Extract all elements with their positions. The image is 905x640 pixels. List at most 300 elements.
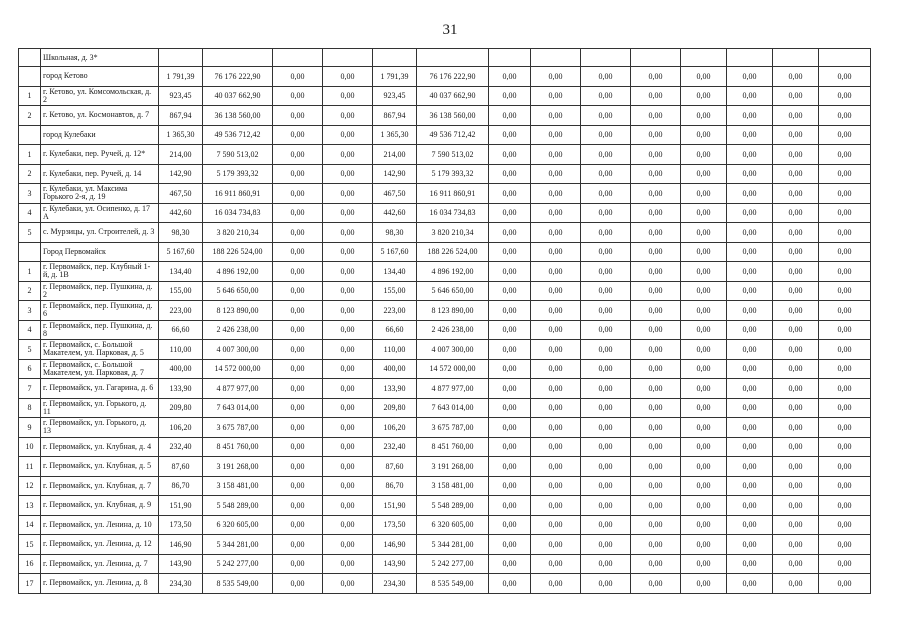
value-cell: 0,00 <box>489 379 531 399</box>
table-row <box>19 242 871 262</box>
value-cell: 0,00 <box>681 203 727 223</box>
row-number-cell: 10 <box>19 437 41 457</box>
value-cell: 98,30 <box>159 223 203 243</box>
value-cell: 0,00 <box>773 379 819 399</box>
value-cell: 0,00 <box>631 242 681 262</box>
row-number-cell: 2 <box>19 164 41 184</box>
value-cell: 0,00 <box>531 67 581 87</box>
value-cell: 0,00 <box>819 67 871 87</box>
row-number-cell: 11 <box>19 457 41 477</box>
value-cell: 8 123 890,00 <box>203 301 273 321</box>
value-cell: 214,00 <box>373 145 417 165</box>
value-cell: 0,00 <box>681 418 727 438</box>
value-cell: 0,00 <box>631 418 681 438</box>
value-cell: 0,00 <box>323 242 373 262</box>
value-cell: 36 138 560,00 <box>417 106 489 126</box>
value-cell: 0,00 <box>531 554 581 574</box>
address-cell: г. Первомайск, ул. Клубная, д. 9 <box>41 496 159 516</box>
table-row <box>19 320 871 340</box>
value-cell: 0,00 <box>631 437 681 457</box>
value-cell: 133,90 <box>373 379 417 399</box>
address-cell: г. Первомайск, ул. Клубная, д. 5 <box>41 457 159 477</box>
value-cell: 66,60 <box>159 320 203 340</box>
value-cell: 0,00 <box>323 184 373 204</box>
value-cell: 0,00 <box>819 418 871 438</box>
value-cell: 0,00 <box>631 398 681 418</box>
address-cell: г. Первомайск, ул. Ленина, д. 8 <box>41 574 159 594</box>
value-cell: 0,00 <box>773 106 819 126</box>
value-cell: 0,00 <box>531 301 581 321</box>
value-cell: 0,00 <box>581 320 631 340</box>
value-cell: 0,00 <box>581 67 631 87</box>
value-cell: 5 179 393,32 <box>417 164 489 184</box>
value-cell: 0,00 <box>631 67 681 87</box>
value-cell: 0,00 <box>581 496 631 516</box>
value-cell: 87,60 <box>373 457 417 477</box>
value-cell: 0,00 <box>819 262 871 282</box>
value-cell: 151,90 <box>373 496 417 516</box>
value-cell: 0,00 <box>273 574 323 594</box>
value-cell: 0,00 <box>323 535 373 555</box>
value-cell: 0,00 <box>581 281 631 301</box>
value-cell: 0,00 <box>819 242 871 262</box>
value-cell: 232,40 <box>159 437 203 457</box>
value-cell: 0,00 <box>273 145 323 165</box>
value-cell: 0,00 <box>773 320 819 340</box>
value-cell: 0,00 <box>273 301 323 321</box>
address-cell: г. Первомайск, ул. Клубная, д. 4 <box>41 437 159 457</box>
value-cell: 0,00 <box>581 418 631 438</box>
value-cell: 5 242 277,00 <box>417 554 489 574</box>
value-cell: 0,00 <box>681 125 727 145</box>
table-row <box>19 340 871 360</box>
value-cell: 7 643 014,00 <box>203 398 273 418</box>
value-cell: 0,00 <box>727 535 773 555</box>
value-cell: 0,00 <box>681 574 727 594</box>
value-cell: 0,00 <box>581 184 631 204</box>
table-row <box>19 281 871 301</box>
value-cell: 1 791,39 <box>373 67 417 87</box>
value-cell: 0,00 <box>727 457 773 477</box>
table-row <box>19 49 871 67</box>
value-cell: 155,00 <box>373 281 417 301</box>
value-cell: 0,00 <box>681 457 727 477</box>
table-row <box>19 398 871 418</box>
address-cell: г. Первомайск, пер. Пушкина, д. 2 <box>41 281 159 301</box>
value-cell: 0,00 <box>581 340 631 360</box>
value-cell: 0,00 <box>773 281 819 301</box>
value-cell: 0,00 <box>323 359 373 379</box>
value-cell: 0,00 <box>489 476 531 496</box>
value-cell: 0,00 <box>727 301 773 321</box>
value-cell: 923,45 <box>373 86 417 106</box>
value-cell: 0,00 <box>273 379 323 399</box>
row-number-cell: 1 <box>19 145 41 165</box>
table-row <box>19 476 871 496</box>
value-cell: 0,00 <box>773 398 819 418</box>
value-cell: 0,00 <box>773 457 819 477</box>
value-cell: 0,00 <box>727 554 773 574</box>
value-cell: 0,00 <box>727 106 773 126</box>
value-cell: 0,00 <box>489 223 531 243</box>
address-cell: Школьная, д. 3* <box>41 49 159 67</box>
row-number-cell: 12 <box>19 476 41 496</box>
value-cell <box>581 49 631 67</box>
value-cell: 0,00 <box>581 203 631 223</box>
row-number-cell: 2 <box>19 281 41 301</box>
value-cell: 0,00 <box>581 359 631 379</box>
value-cell: 3 675 787,00 <box>203 418 273 438</box>
table-row <box>19 554 871 574</box>
value-cell: 0,00 <box>581 476 631 496</box>
value-cell: 0,00 <box>581 145 631 165</box>
value-cell: 14 572 000,00 <box>417 359 489 379</box>
value-cell: 4 896 192,00 <box>203 262 273 282</box>
value-cell: 2 426 238,00 <box>203 320 273 340</box>
value-cell: 400,00 <box>373 359 417 379</box>
value-cell: 0,00 <box>273 281 323 301</box>
value-cell: 0,00 <box>727 242 773 262</box>
value-cell: 0,00 <box>681 476 727 496</box>
address-cell: г. Первомайск, с. Большой Макателем, ул. Парковая, д. 5 <box>41 340 159 360</box>
value-cell: 0,00 <box>273 125 323 145</box>
value-cell: 0,00 <box>819 515 871 535</box>
address-cell: г. Первомайск, ул. Гагарина, д. 6 <box>41 379 159 399</box>
value-cell: 0,00 <box>727 359 773 379</box>
value-cell: 0,00 <box>531 242 581 262</box>
value-cell <box>531 49 581 67</box>
value-cell: 0,00 <box>727 379 773 399</box>
value-cell: 0,00 <box>489 496 531 516</box>
row-number-cell: 3 <box>19 184 41 204</box>
value-cell: 0,00 <box>489 301 531 321</box>
value-cell <box>373 49 417 67</box>
value-cell: 151,90 <box>159 496 203 516</box>
value-cell: 4 877 977,00 <box>203 379 273 399</box>
value-cell: 0,00 <box>681 515 727 535</box>
row-number-cell <box>19 125 41 145</box>
row-number-cell: 4 <box>19 203 41 223</box>
value-cell: 146,90 <box>373 535 417 555</box>
value-cell: 0,00 <box>531 164 581 184</box>
value-cell: 0,00 <box>819 379 871 399</box>
value-cell: 3 158 481,00 <box>417 476 489 496</box>
value-cell: 0,00 <box>681 379 727 399</box>
value-cell: 0,00 <box>819 457 871 477</box>
value-cell: 0,00 <box>531 457 581 477</box>
value-cell: 0,00 <box>323 125 373 145</box>
value-cell: 0,00 <box>681 359 727 379</box>
row-number-cell: 2 <box>19 106 41 126</box>
value-cell: 0,00 <box>727 398 773 418</box>
value-cell: 867,94 <box>159 106 203 126</box>
value-cell: 0,00 <box>489 418 531 438</box>
value-cell: 0,00 <box>531 86 581 106</box>
address-cell: город Кулебаки <box>41 125 159 145</box>
value-cell: 173,50 <box>159 515 203 535</box>
value-cell: 0,00 <box>681 184 727 204</box>
value-cell: 0,00 <box>773 437 819 457</box>
value-cell: 0,00 <box>489 203 531 223</box>
value-cell: 0,00 <box>581 398 631 418</box>
value-cell: 106,20 <box>159 418 203 438</box>
value-cell: 0,00 <box>631 184 681 204</box>
value-cell: 0,00 <box>681 164 727 184</box>
value-cell: 0,00 <box>323 86 373 106</box>
value-cell: 0,00 <box>631 125 681 145</box>
row-number-cell <box>19 49 41 67</box>
value-cell: 0,00 <box>819 203 871 223</box>
address-cell: г. Кетово, ул. Комсомольская, д. 2 <box>41 86 159 106</box>
value-cell: 0,00 <box>273 184 323 204</box>
value-cell: 8 535 549,00 <box>203 574 273 594</box>
table-row <box>19 496 871 516</box>
value-cell: 87,60 <box>159 457 203 477</box>
row-number-cell: 5 <box>19 223 41 243</box>
value-cell: 0,00 <box>727 476 773 496</box>
value-cell: 0,00 <box>489 106 531 126</box>
value-cell: 0,00 <box>531 223 581 243</box>
value-cell: 0,00 <box>323 301 373 321</box>
value-cell: 0,00 <box>489 242 531 262</box>
value-cell: 0,00 <box>581 242 631 262</box>
value-cell: 0,00 <box>819 398 871 418</box>
row-number-cell: 3 <box>19 301 41 321</box>
value-cell: 1 365,30 <box>159 125 203 145</box>
value-cell: 0,00 <box>489 554 531 574</box>
value-cell: 0,00 <box>727 203 773 223</box>
value-cell: 0,00 <box>773 476 819 496</box>
address-cell: г. Первомайск, ул. Ленина, д. 12 <box>41 535 159 555</box>
row-number-cell: 13 <box>19 496 41 516</box>
address-cell: г. Первомайск, пер. Клубный 1-й, д. 1В <box>41 262 159 282</box>
value-cell: 0,00 <box>531 184 581 204</box>
value-cell: 4 877 977,00 <box>417 379 489 399</box>
value-cell: 0,00 <box>727 262 773 282</box>
value-cell: 0,00 <box>819 535 871 555</box>
value-cell: 6 320 605,00 <box>417 515 489 535</box>
value-cell: 0,00 <box>681 223 727 243</box>
value-cell: 5 548 289,00 <box>417 496 489 516</box>
value-cell <box>727 49 773 67</box>
value-cell: 0,00 <box>819 125 871 145</box>
value-cell: 0,00 <box>531 203 581 223</box>
value-cell: 0,00 <box>631 340 681 360</box>
table-row <box>19 457 871 477</box>
value-cell: 133,90 <box>159 379 203 399</box>
value-cell: 0,00 <box>581 535 631 555</box>
value-cell: 40 037 662,90 <box>203 86 273 106</box>
value-cell <box>681 49 727 67</box>
value-cell: 214,00 <box>159 145 203 165</box>
value-cell: 0,00 <box>323 437 373 457</box>
value-cell: 0,00 <box>489 320 531 340</box>
page-number: 31 <box>442 22 458 38</box>
value-cell: 2 426 238,00 <box>417 320 489 340</box>
value-cell: 0,00 <box>819 86 871 106</box>
table-row <box>19 515 871 535</box>
address-cell: с. Мурзицы, ул. Строителей, д. 3 <box>41 223 159 243</box>
value-cell: 0,00 <box>273 398 323 418</box>
value-cell: 0,00 <box>681 535 727 555</box>
value-cell: 0,00 <box>531 496 581 516</box>
value-cell: 106,20 <box>373 418 417 438</box>
value-cell: 0,00 <box>489 359 531 379</box>
value-cell: 0,00 <box>727 145 773 165</box>
value-cell: 223,00 <box>373 301 417 321</box>
value-cell: 5 344 281,00 <box>203 535 273 555</box>
value-cell: 0,00 <box>631 535 681 555</box>
value-cell: 0,00 <box>681 554 727 574</box>
table-row <box>19 574 871 594</box>
value-cell <box>203 49 273 67</box>
value-cell: 209,80 <box>159 398 203 418</box>
table-row <box>19 164 871 184</box>
value-cell: 0,00 <box>727 125 773 145</box>
value-cell: 0,00 <box>273 476 323 496</box>
value-cell <box>631 49 681 67</box>
value-cell: 0,00 <box>681 106 727 126</box>
value-cell: 0,00 <box>631 203 681 223</box>
value-cell: 0,00 <box>631 496 681 516</box>
value-cell: 0,00 <box>773 164 819 184</box>
value-cell: 0,00 <box>773 418 819 438</box>
value-cell: 110,00 <box>159 340 203 360</box>
address-cell: г. Первомайск, ул. Горького, д. 11 <box>41 398 159 418</box>
value-cell: 0,00 <box>323 457 373 477</box>
value-cell: 0,00 <box>581 301 631 321</box>
value-cell: 0,00 <box>531 418 581 438</box>
value-cell: 0,00 <box>323 223 373 243</box>
table-row <box>19 301 871 321</box>
row-number-cell: 14 <box>19 515 41 535</box>
value-cell: 0,00 <box>323 398 373 418</box>
value-cell: 0,00 <box>273 86 323 106</box>
address-cell: г. Кетово, ул. Космонавтов, д. 7 <box>41 106 159 126</box>
table-row <box>19 125 871 145</box>
value-cell: 442,60 <box>159 203 203 223</box>
value-cell: 14 572 000,00 <box>203 359 273 379</box>
value-cell: 0,00 <box>531 106 581 126</box>
value-cell: 0,00 <box>727 515 773 535</box>
value-cell: 0,00 <box>681 145 727 165</box>
value-cell: 0,00 <box>727 437 773 457</box>
value-cell: 0,00 <box>323 340 373 360</box>
value-cell: 0,00 <box>489 515 531 535</box>
value-cell: 0,00 <box>323 281 373 301</box>
value-cell: 0,00 <box>489 184 531 204</box>
value-cell: 5 548 289,00 <box>203 496 273 516</box>
value-cell: 98,30 <box>373 223 417 243</box>
value-cell: 0,00 <box>323 164 373 184</box>
value-cell: 155,00 <box>159 281 203 301</box>
value-cell: 142,90 <box>373 164 417 184</box>
value-cell: 16 911 860,91 <box>203 184 273 204</box>
value-cell: 0,00 <box>773 67 819 87</box>
value-cell: 0,00 <box>727 281 773 301</box>
value-cell: 0,00 <box>531 281 581 301</box>
value-cell: 0,00 <box>681 242 727 262</box>
table-row <box>19 359 871 379</box>
value-cell: 1 365,30 <box>373 125 417 145</box>
value-cell: 3 158 481,00 <box>203 476 273 496</box>
value-cell: 923,45 <box>159 86 203 106</box>
value-cell: 3 675 787,00 <box>417 418 489 438</box>
value-cell: 0,00 <box>819 437 871 457</box>
value-cell: 0,00 <box>727 67 773 87</box>
value-cell: 0,00 <box>819 145 871 165</box>
value-cell: 0,00 <box>773 223 819 243</box>
value-cell: 134,40 <box>373 262 417 282</box>
value-cell: 0,00 <box>323 145 373 165</box>
value-cell: 0,00 <box>489 437 531 457</box>
value-cell: 0,00 <box>681 320 727 340</box>
value-cell: 0,00 <box>323 554 373 574</box>
row-number-cell <box>19 67 41 87</box>
value-cell: 0,00 <box>773 574 819 594</box>
value-cell: 0,00 <box>273 223 323 243</box>
value-cell: 0,00 <box>531 379 581 399</box>
value-cell: 442,60 <box>373 203 417 223</box>
value-cell: 76 176 222,90 <box>203 67 273 87</box>
table-row <box>19 418 871 438</box>
value-cell: 0,00 <box>681 86 727 106</box>
value-cell: 467,50 <box>373 184 417 204</box>
value-cell: 0,00 <box>581 106 631 126</box>
value-cell: 146,90 <box>159 535 203 555</box>
value-cell: 0,00 <box>489 145 531 165</box>
value-cell: 0,00 <box>273 496 323 516</box>
value-cell: 0,00 <box>819 320 871 340</box>
table-row <box>19 437 871 457</box>
value-cell: 0,00 <box>273 437 323 457</box>
value-cell: 0,00 <box>531 437 581 457</box>
row-number-cell: 6 <box>19 359 41 379</box>
value-cell: 173,50 <box>373 515 417 535</box>
value-cell: 0,00 <box>773 359 819 379</box>
address-cell: г. Кулебаки, пер. Ручей, д. 14 <box>41 164 159 184</box>
value-cell: 110,00 <box>373 340 417 360</box>
row-number-cell: 8 <box>19 398 41 418</box>
value-cell: 0,00 <box>581 262 631 282</box>
value-cell: 0,00 <box>581 574 631 594</box>
value-cell: 0,00 <box>273 106 323 126</box>
value-cell: 0,00 <box>489 535 531 555</box>
value-cell: 0,00 <box>273 554 323 574</box>
value-cell: 5 167,60 <box>159 242 203 262</box>
row-number-cell: 1 <box>19 262 41 282</box>
value-cell: 1 791,39 <box>159 67 203 87</box>
address-cell: г. Кулебаки, ул. Максима Горького 2-я, д. 19 <box>41 184 159 204</box>
value-cell: 5 344 281,00 <box>417 535 489 555</box>
value-cell: 0,00 <box>273 203 323 223</box>
value-cell: 0,00 <box>773 535 819 555</box>
value-cell: 0,00 <box>581 223 631 243</box>
value-cell: 0,00 <box>681 67 727 87</box>
value-cell <box>417 49 489 67</box>
value-cell: 0,00 <box>631 320 681 340</box>
value-cell: 0,00 <box>631 262 681 282</box>
value-cell: 16 034 734,83 <box>417 203 489 223</box>
value-cell: 0,00 <box>489 457 531 477</box>
value-cell: 0,00 <box>631 379 681 399</box>
value-cell: 0,00 <box>323 418 373 438</box>
value-cell: 0,00 <box>489 262 531 282</box>
value-cell: 0,00 <box>631 301 681 321</box>
row-number-cell: 15 <box>19 535 41 555</box>
value-cell: 0,00 <box>727 184 773 204</box>
value-cell: 0,00 <box>273 359 323 379</box>
